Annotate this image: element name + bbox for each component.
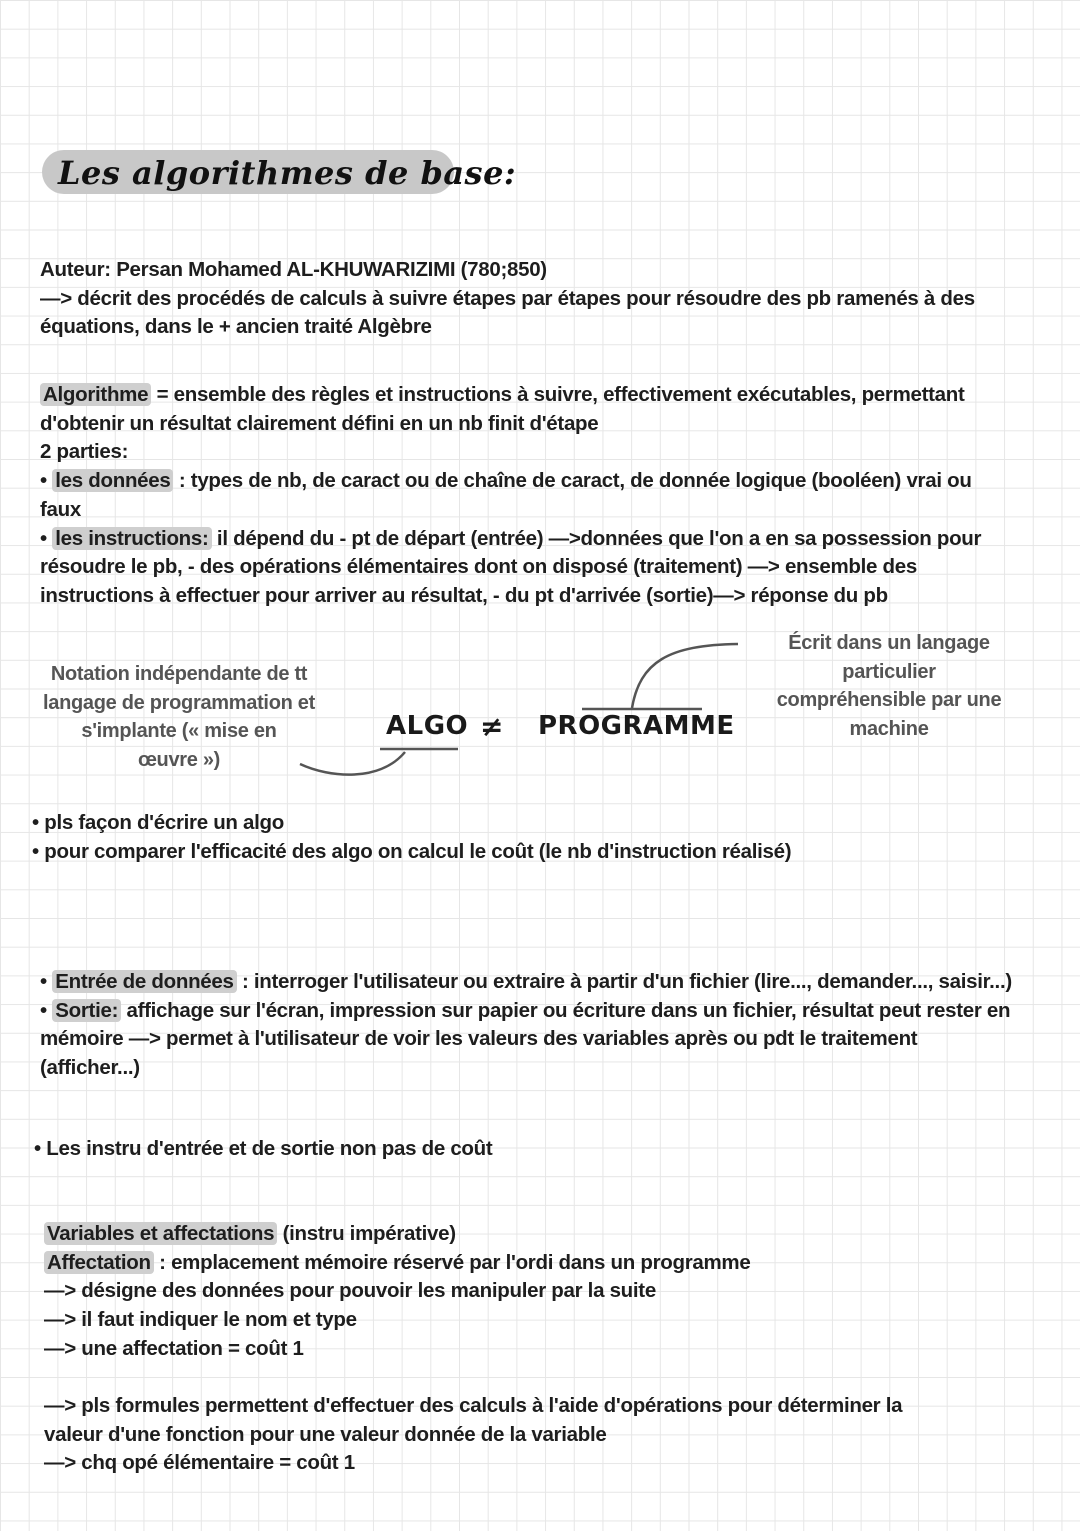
output-text-2: mémoire —> permet à l'utilisateur de voir les valeurs des variables après ou pdt le traitement xyxy=(40,1027,918,1051)
program-note-line: machine xyxy=(849,718,929,741)
parts-title: 2 parties: xyxy=(40,440,129,464)
affectation-term: Affectation xyxy=(44,1251,154,1274)
algo-note-line: œuvre ») xyxy=(137,749,221,772)
program-note-line: compréhensible par une xyxy=(776,689,1002,712)
cost-note: • Les instru d'entrée et de sortie non pas de coût xyxy=(34,1137,493,1160)
program-connector xyxy=(632,644,738,708)
algo-connector xyxy=(300,752,405,775)
formula-line: valeur d'une fonction pour une valeur donnée de la variable xyxy=(44,1422,607,1446)
instr-text-1: il dépend du - pt de départ (entrée) —>données que l'on a en sa possession pour xyxy=(211,526,982,550)
algo-label: ALGO xyxy=(386,711,469,741)
data-text-2: faux xyxy=(40,497,81,521)
variables-term: Variables et affectations xyxy=(44,1222,277,1245)
algo-note-line: Notation indépendante de tt xyxy=(50,663,308,685)
instructions-term: les instructions: xyxy=(52,527,211,550)
formula-line: —> chq opé élémentaire = coût 1 xyxy=(44,1451,355,1475)
data-text-1: : types de nb, de caract ou de chaîne de caract, de donnée logique (booléen) vrai ou xyxy=(173,469,972,493)
affectation-text: : emplacement mémoire réservé par l'ordi dans un programme xyxy=(153,1250,751,1274)
algo-note-line: langage de programmation et xyxy=(43,691,315,714)
author-line-2: —> décrit des procédés de calculs à suivre étapes par étapes pour résoudre des pb ramenés à des xyxy=(40,286,975,310)
variables-line: —> une affectation = coût 1 xyxy=(44,1336,304,1360)
definition-line-1: = ensemble des règles et instructions à suivre, effectivement exécutables, permettant xyxy=(151,383,965,406)
author-name: Persan Mohamed AL-KHUWARIZIMI (780;850) xyxy=(116,258,547,281)
instr-text-2: résoudre le pb, - des opérations élémentaires dont on disposé (traitement) —> ensemble des xyxy=(40,555,917,579)
definition-block: Algorithme = ensemble des règles et instructions à suivre, effectivement exécutables, permettant d'obtenir un résultat clairement défini en un nb finit d'étape 2 parties: • les données : types de nb, de caract ou de chaîne de caract, de donnée logique (booléen) vrai ou faux • les instructions: il dépend du - pt de départ (entrée) —>données que l'on a en sa possession pour résoudre le pb, - des opérations élémentaires dont on disposé (traitement) —> ensemble des instructions à effectuer pour arriver au résultat, - du pt d'arrivée (sortie)—> réponse du pb xyxy=(40,381,1050,611)
page-title: Les algorithmes de base: xyxy=(58,154,517,192)
author-line-3: équations, dans le + ancien traité Algèbre xyxy=(40,315,432,339)
input-text: : interroger l'utilisateur ou extraire à partir d'un fichier (lire..., demander..., saisir...) xyxy=(236,970,1012,993)
program-note-line: Écrit dans un langage xyxy=(788,632,990,654)
variables-line: —> désigne des données pour pouvoir les manipuler par la suite xyxy=(44,1279,656,1303)
definition-line-2: d'obtenir un résultat clairement défini en un nb finit d'étape xyxy=(40,411,599,435)
data-term: les données xyxy=(52,469,173,492)
io-block: • Entrée de données : interroger l'utilisateur ou extraire à partir d'un fichier (lire..., demander..., saisir...) • Sortie: affichage sur l'écran, impression sur papier ou écriture dans un fichier, résultat peut rester en mémoire —> permet à l'utilisateur de voir les valeurs des variables après ou pdt le traitement (afficher...) xyxy=(40,968,1060,1083)
program-label: PROGRAMME xyxy=(538,711,735,741)
output-text-3: (afficher...) xyxy=(40,1056,140,1080)
formula-line: —> pls formules permettent d'effectuer des calculs à l'aide d'opérations pour déterminer la xyxy=(44,1394,903,1417)
input-term: Entrée de données xyxy=(52,970,236,993)
formulas-block xyxy=(44,1392,1044,1478)
variables-block xyxy=(44,1220,1044,1364)
output-term: Sortie: xyxy=(52,999,121,1022)
cost-note-text: Les instru d'entrée et de sortie non pas de coût xyxy=(46,1137,493,1160)
variables-suffix: (instru impérative) xyxy=(277,1222,456,1245)
bullet-item: pls façon d'écrire un algo xyxy=(44,811,284,834)
bullets-efficiency: • pls façon d'écrire un algo • pour comparer l'efficacité des algo on calcul le coût (le nb d'instruction réalisé) xyxy=(32,811,792,863)
algo-note-line: s'implante (« mise en xyxy=(81,720,277,743)
output-text-1: affichage sur l'écran, impression sur papier ou écriture dans un fichier, résultat peut rester en xyxy=(121,998,1011,1022)
program-note-line: particulier xyxy=(842,660,936,683)
algorithme-term: Algorithme xyxy=(40,383,151,406)
instr-text-3: instructions à effectuer pour arriver au résultat, - du pt d'arrivée (sortie)—> réponse du pb xyxy=(40,583,888,607)
bullet-item: pour comparer l'efficacité des algo on calcul le coût (le nb d'instruction réalisé) xyxy=(44,839,792,863)
author-label: Auteur: xyxy=(40,258,117,281)
not-equal-sign: ≠ xyxy=(480,710,504,743)
variables-line: —> il faut indiquer le nom et type xyxy=(44,1308,357,1332)
